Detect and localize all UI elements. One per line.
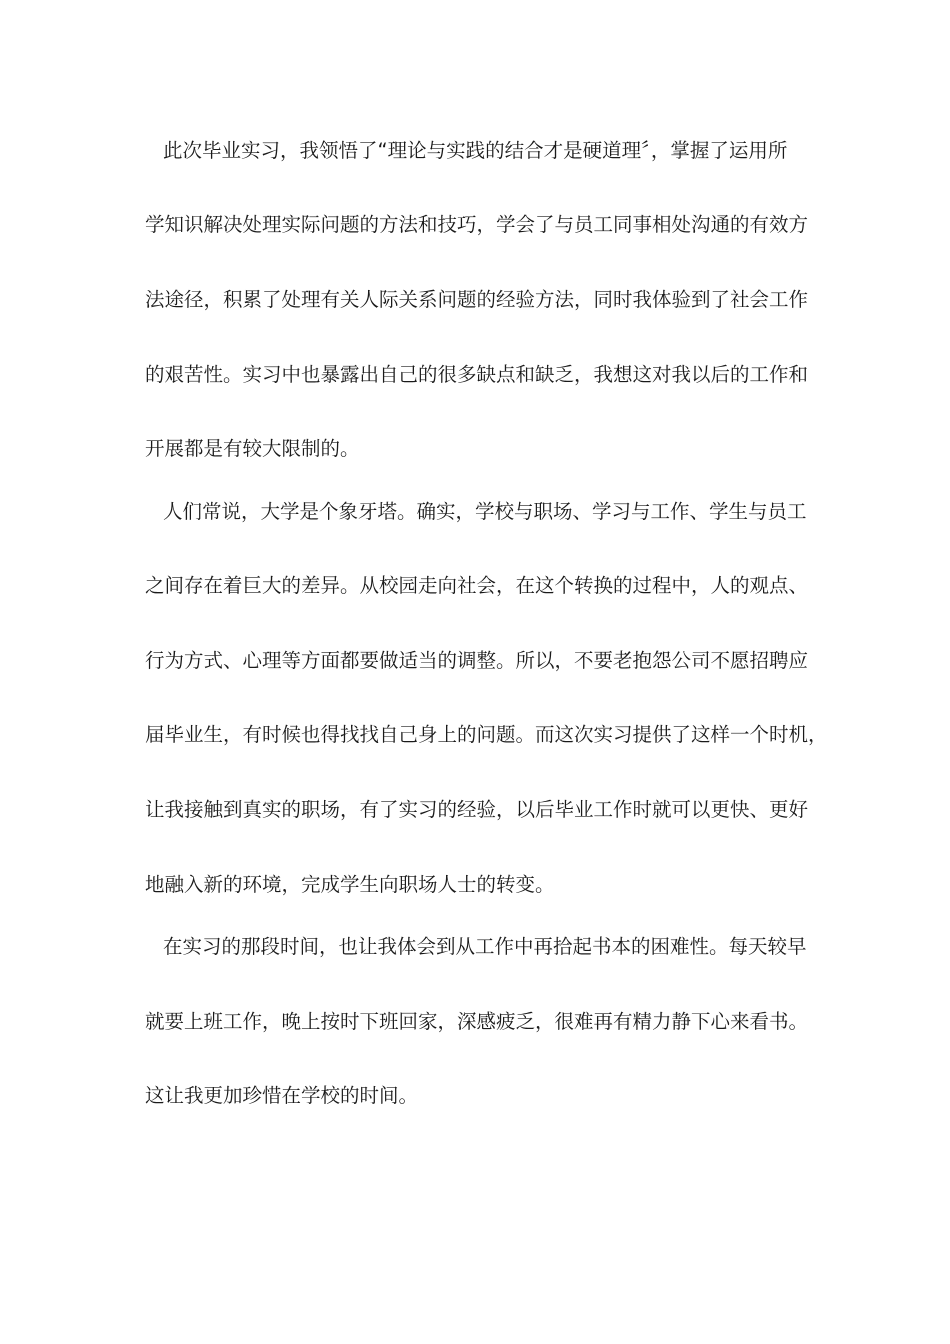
paragraph-1-line-5: 开展都是有较大限制的。: [145, 437, 360, 460]
paragraph-2-line-5: 让我接触到真实的职场，有了实习的经验，以后毕业工作时就可以更快、更好: [145, 798, 809, 821]
paragraph-1-line-1: 此次毕业实习，我领悟了“理论与实践的结合才是硬道理〞，掌握了运用所: [163, 139, 788, 162]
paragraph-3-line-3: 这让我更加珍惜在学校的时间。: [145, 1084, 419, 1107]
paragraph-2-line-6: 地融入新的环境，完成学生向职场人士的转变。: [145, 873, 555, 896]
paragraph-1-line-2: 学知识解决处理实际问题的方法和技巧，学会了与员工同事相处沟通的有效方: [145, 213, 809, 236]
paragraph-3-line-2: 就要上班工作，晚上按时下班回家，深感疲乏，很难再有精力静下心来看书。: [145, 1010, 809, 1033]
paragraph-2-line-3: 行为方式、心理等方面都要做适当的调整。所以，不要老抱怨公司不愿招聘应: [145, 649, 809, 672]
paragraph-2-line-1: 人们常说，大学是个象牙塔。确实，学校与职场、学习与工作、学生与员工: [163, 500, 807, 523]
paragraph-1-line-3: 法途径，积累了处理有关人际关系问题的经验方法，同时我体验到了社会工作: [145, 288, 809, 311]
paragraph-3-line-1: 在实习的那段时间，也让我体会到从工作中再拾起书本的困难性。每天较早: [163, 935, 807, 958]
paragraph-2-line-4: 届毕业生，有时候也得找找自己身上的问题。而这次实习提供了这样一个时机，: [145, 723, 828, 746]
paragraph-1-line-4: 的艰苦性。实习中也暴露出自己的很多缺点和缺乏，我想这对我以后的工作和: [145, 363, 809, 386]
paragraph-2-line-2: 之间存在着巨大的差异。从校园走向社会，在这个转换的过程中，人的观点、: [145, 574, 809, 597]
